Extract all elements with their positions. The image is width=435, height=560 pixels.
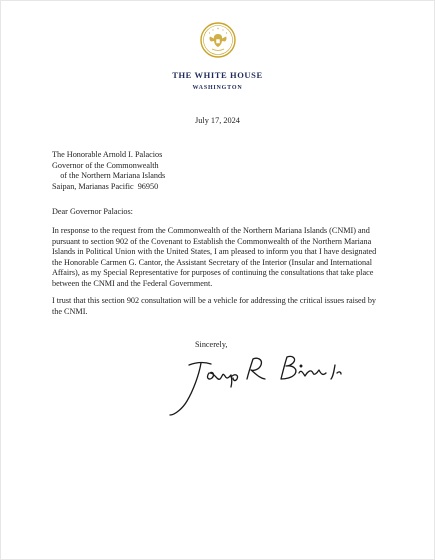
recipient-line: Governor of the Commonwealth: [52, 160, 159, 170]
handwritten-signature: [165, 343, 345, 418]
closing: Sincerely,: [195, 340, 228, 349]
body-paragraph-2: I trust that this section 902 consultation will be a vehicle for addressing the critical issues raised by the CNMI.: [52, 296, 377, 316]
letterhead-subtitle: WASHINGTON: [192, 85, 243, 91]
body-paragraph-1: In response to the request from the Commonwealth of the Northern Mariana Islands (CNMI) and pursuant to section 902 of the Covenant to Establish the Commonwealth of the Northern Mariana Islands in Political Union with the United States, I am pleased to inform you that I have designated the Honorable Carmen G. Cantor, the Assistant Secretary of the Interior (Insular and International Affairs), as my Special Representative for purposes of continuing the consultations that take place between the CNMI and the Federal Government.: [52, 226, 377, 288]
recipient-address: [52, 150, 165, 192]
letter-date: July 17, 2024: [195, 116, 240, 125]
recipient-line: of the Northern Mariana Islands: [52, 171, 166, 181]
salutation: Dear Governor Palacios:: [52, 207, 133, 216]
recipient-line: The Honorable Arnold I. Palacios: [52, 150, 163, 159]
letterhead-title: THE WHITE HOUSE: [172, 70, 263, 80]
presidential-seal-icon: [200, 22, 236, 58]
recipient-line: Saipan, Marianas Pacific 96950: [52, 181, 159, 191]
